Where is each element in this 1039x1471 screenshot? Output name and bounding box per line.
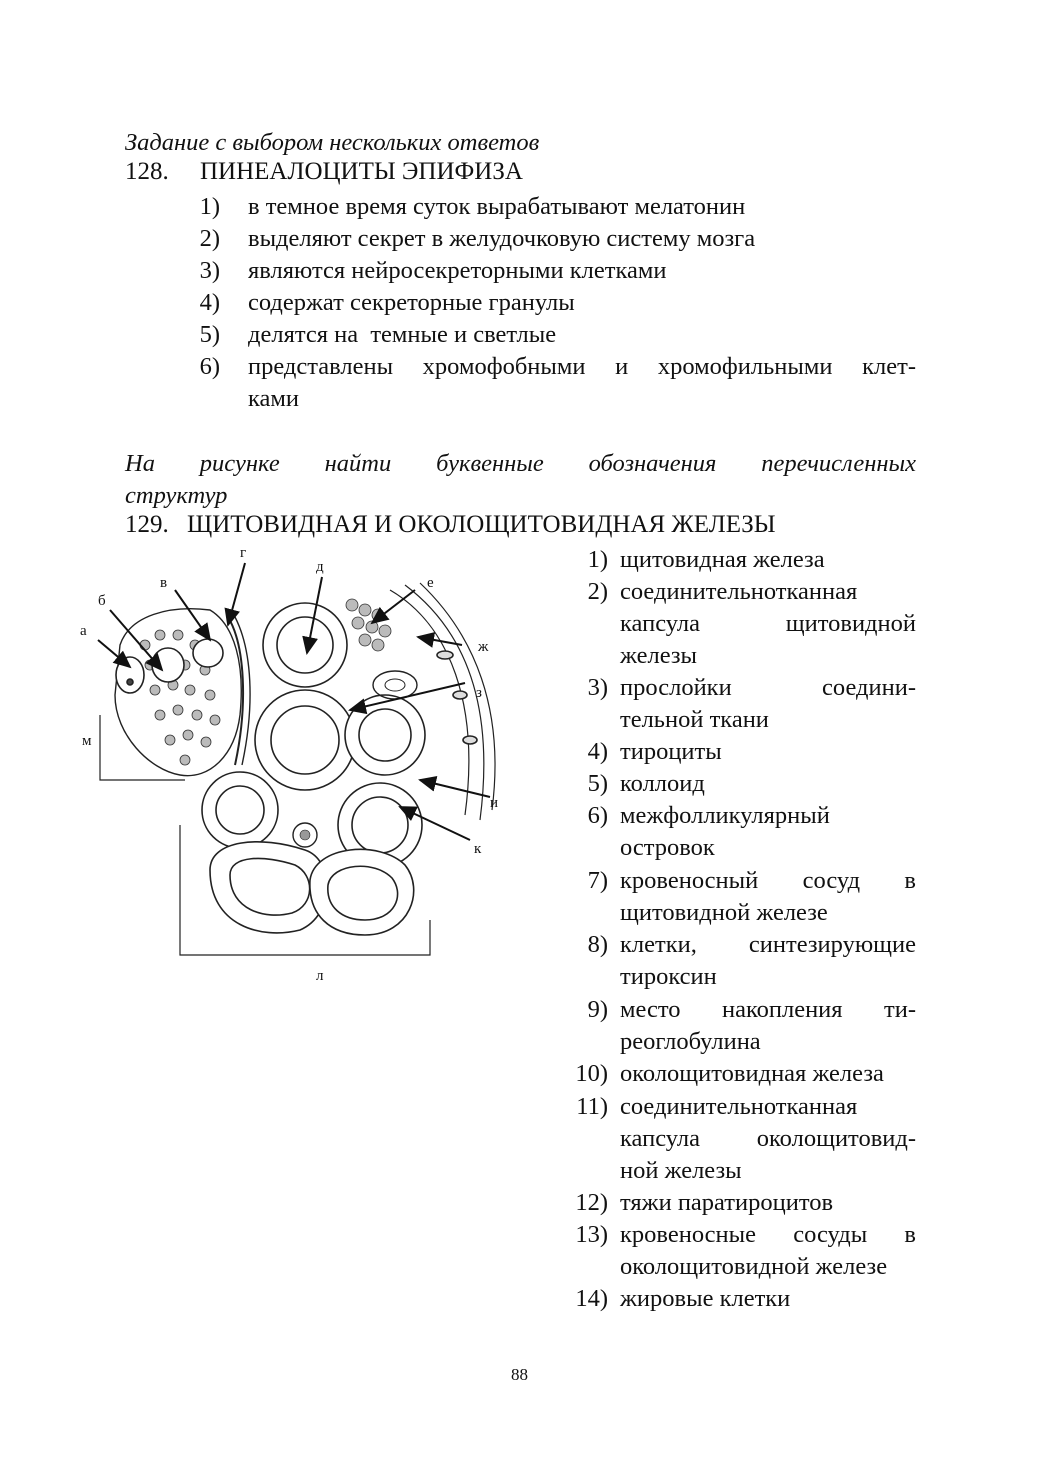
item-text: тироциты bbox=[620, 738, 722, 765]
label-zh: ж bbox=[478, 639, 489, 655]
item-text: место накопления ти- bbox=[620, 996, 916, 1023]
item-text: железы bbox=[620, 642, 698, 669]
label-m: м bbox=[82, 733, 92, 749]
item-number: 7) bbox=[587, 867, 608, 894]
task-type-title: Задание с выбором нескольких ответов bbox=[125, 129, 540, 156]
label-a: а bbox=[80, 623, 87, 639]
item-number: 12) bbox=[575, 1189, 608, 1216]
item-number: 1) bbox=[587, 546, 608, 573]
item-number: 6) bbox=[587, 802, 608, 829]
item-text: тироксин bbox=[620, 963, 717, 990]
item-number: 5) bbox=[587, 770, 608, 797]
item-text: тяжи паратироцитов bbox=[620, 1189, 834, 1216]
item-text: ной железы bbox=[620, 1157, 742, 1184]
option-text: в темное время суток вырабатывают мелатонин bbox=[248, 193, 746, 220]
option-number: 1) bbox=[199, 193, 220, 220]
item-number: 11) bbox=[576, 1093, 608, 1120]
question-title-129: ЩИТОВИДНАЯ И ОКОЛОЩИТОВИДНАЯ ЖЕЛЕЗЫ bbox=[187, 511, 776, 538]
label-i: и bbox=[490, 795, 499, 811]
item-number: 3) bbox=[587, 674, 608, 701]
label-l: л bbox=[316, 968, 324, 984]
item-number: 2) bbox=[587, 578, 608, 605]
item-text: межфолликулярный bbox=[620, 802, 830, 829]
option-number: 2) bbox=[199, 225, 220, 252]
label-k: к bbox=[474, 841, 482, 857]
instruction-line1: На рисунке найти буквенные обозначения перечисленных bbox=[125, 450, 916, 477]
question-number-129: 129. bbox=[125, 511, 169, 538]
figure-drawing bbox=[100, 583, 495, 955]
page-number: 88 bbox=[511, 1365, 528, 1384]
item-text: щитовидная железа bbox=[620, 546, 825, 573]
item-text: прослойки соедини- bbox=[620, 674, 916, 701]
item-text: соединительнотканная bbox=[620, 1093, 858, 1120]
item-text: соединительнотканная bbox=[620, 578, 858, 605]
item-text: кровеносные сосуды в bbox=[620, 1221, 916, 1248]
label-g: г bbox=[240, 545, 247, 561]
question-number-128: 128. bbox=[125, 158, 169, 185]
question-title-128: ПИНЕАЛОЦИТЫ ЭПИФИЗА bbox=[200, 158, 523, 185]
item-text: щитовидной железе bbox=[620, 899, 828, 926]
label-z: з bbox=[476, 685, 482, 701]
item-text: реоглобулина bbox=[620, 1028, 761, 1055]
item-text: капсула щитовидной bbox=[620, 610, 916, 637]
option-number: 3) bbox=[199, 257, 220, 284]
option-number: 5) bbox=[199, 321, 220, 348]
instruction-line2: структур bbox=[125, 482, 228, 509]
item-number: 14) bbox=[575, 1285, 608, 1312]
item-text: околощитовидной железе bbox=[620, 1253, 888, 1280]
item-text: околощитовидная железа bbox=[620, 1060, 884, 1087]
histology-figure bbox=[60, 535, 540, 995]
label-d: д bbox=[316, 559, 324, 575]
item-text: островок bbox=[620, 834, 715, 861]
item-number: 13) bbox=[575, 1221, 608, 1248]
label-v: в bbox=[160, 575, 168, 591]
item-text: капсула околощитовид- bbox=[620, 1125, 916, 1152]
item-text: жировые клетки bbox=[620, 1285, 791, 1312]
item-number: 10) bbox=[575, 1060, 608, 1087]
option-text-line2: ками bbox=[248, 385, 300, 412]
item-text: кровеносный сосуд в bbox=[620, 867, 916, 894]
item-number: 4) bbox=[587, 738, 608, 765]
item-text: коллоид bbox=[620, 770, 705, 797]
item-number: 9) bbox=[587, 996, 608, 1023]
option-text-line1: представлены хромофобными и хромофильными клет- bbox=[248, 353, 916, 380]
option-number: 4) bbox=[199, 289, 220, 316]
item-number: 8) bbox=[587, 931, 608, 958]
item-text: тельной ткани bbox=[620, 706, 769, 733]
label-b: б bbox=[98, 593, 106, 609]
option-text: делятся на темные и светлые bbox=[248, 321, 557, 348]
label-e: е bbox=[427, 575, 434, 591]
option-number: 6) bbox=[199, 353, 220, 380]
option-text: выделяют секрет в желудочковую систему мозга bbox=[248, 225, 756, 252]
option-text: являются нейросекреторными клетками bbox=[248, 257, 667, 284]
option-text: содержат секреторные гранулы bbox=[248, 289, 575, 316]
item-text: клетки, синтезирующие bbox=[620, 931, 916, 958]
